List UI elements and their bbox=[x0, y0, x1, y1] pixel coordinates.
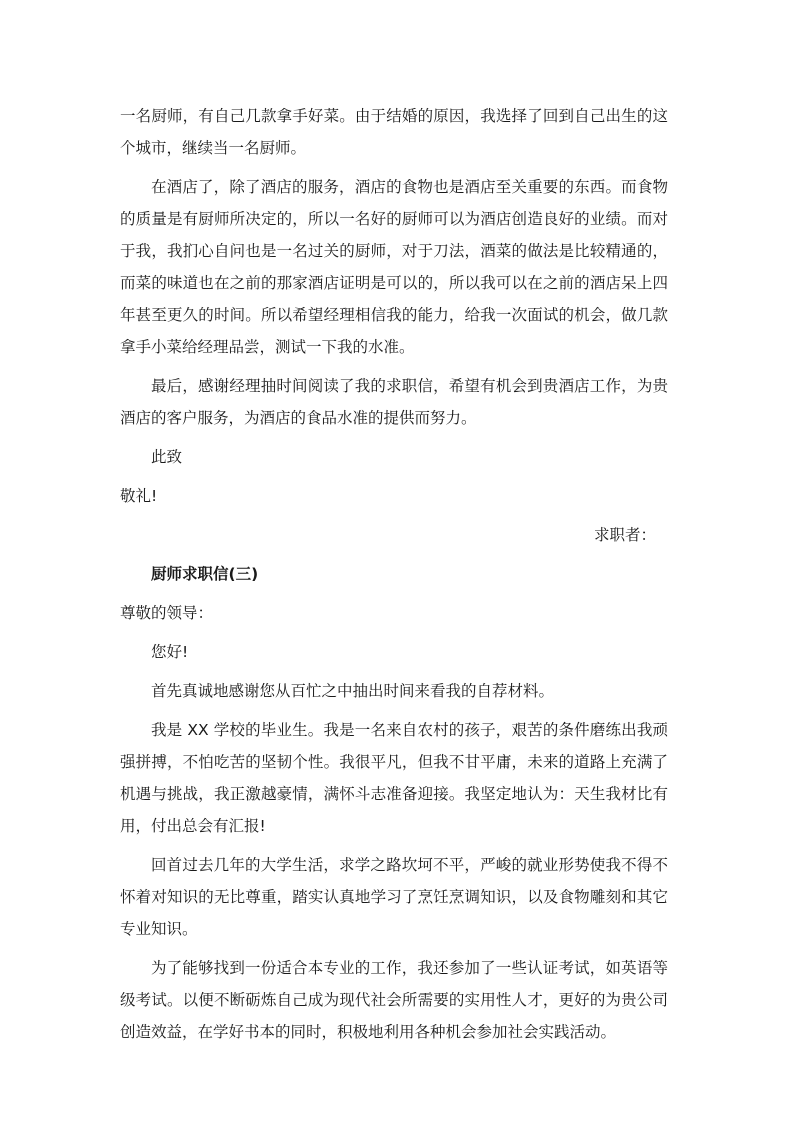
paragraph-college: 回首过去几年的大学生活，求学之路坎坷不平，严峻的就业形势使我不得不怀着对知识的无比尊重，踏实认真地学习了烹饪烹调知识，以及食物雕刻和其它专业知识。 bbox=[120, 856, 668, 938]
signature-label: 求职者： bbox=[593, 526, 656, 544]
closing-jingli: 敬礼! bbox=[120, 487, 158, 505]
paragraph-background: 我是 XX 学校的毕业生。我是一名来自农村的孩子，艰苦的条件磨练出我顽强拼搏，不怕吃苦的坚韧个性。我很平凡，但我不甘平庸，未来的道路上充满了机遇与挑战，我正激越豪情，满怀斗志准备迎接。我坚定地认为：天生我材比有用，付出总会有汇报! bbox=[120, 721, 668, 835]
paragraph-gratitude: 首先真诚地感谢您从百忙之中抽出时间来看我的自荐材料。 bbox=[151, 682, 555, 700]
greeting: 您好! bbox=[151, 643, 189, 661]
closing-cizhi: 此致 bbox=[151, 448, 183, 466]
salutation: 尊敬的领导： bbox=[120, 604, 214, 622]
paragraph-certification: 为了能够找到一份适合本专业的工作，我还参加了一些认证考试，如英语等级考试。以便不断砺炼自己成为现代社会所需要的实用性人才，更好的为贵公司创造效益，在学好书本的同时，积极地利用各种机会参加社会实践活动。 bbox=[120, 959, 668, 1041]
paragraph-thanks: 最后，感谢经理抽时间阅读了我的求职信，希望有机会到贵酒店工作，为贵酒店的客户服务，为酒店的食品水准的提供而努力。 bbox=[120, 377, 668, 427]
section-heading: 厨师求职信(三) bbox=[151, 565, 259, 583]
paragraph-intro-continuation: 一名厨师，有自己几款拿手好菜。由于结婚的原因，我选择了回到自己出生的这个城市，继续当一名厨师。 bbox=[120, 107, 668, 157]
paragraph-hotel-food: 在酒店了，除了酒店的服务，酒店的食物也是酒店至关重要的东西。而食物的质量是有厨师所决定的，所以一名好的厨师可以为酒店创造良好的业绩。而对于我，我扪心自问也是一名过关的厨师，对于刀法，酒菜的做法是比较精通的，而菜的味道也在之前的那家酒店证明是可以的，所以我可以在之前的酒店呆上四年甚至更久的时间。所以希望经理相信我的能力，给我一次面试的机会，做几款拿手小菜给经理品尝，测试一下我的水准。 bbox=[120, 178, 668, 356]
document-body bbox=[120, 100, 668, 1055]
